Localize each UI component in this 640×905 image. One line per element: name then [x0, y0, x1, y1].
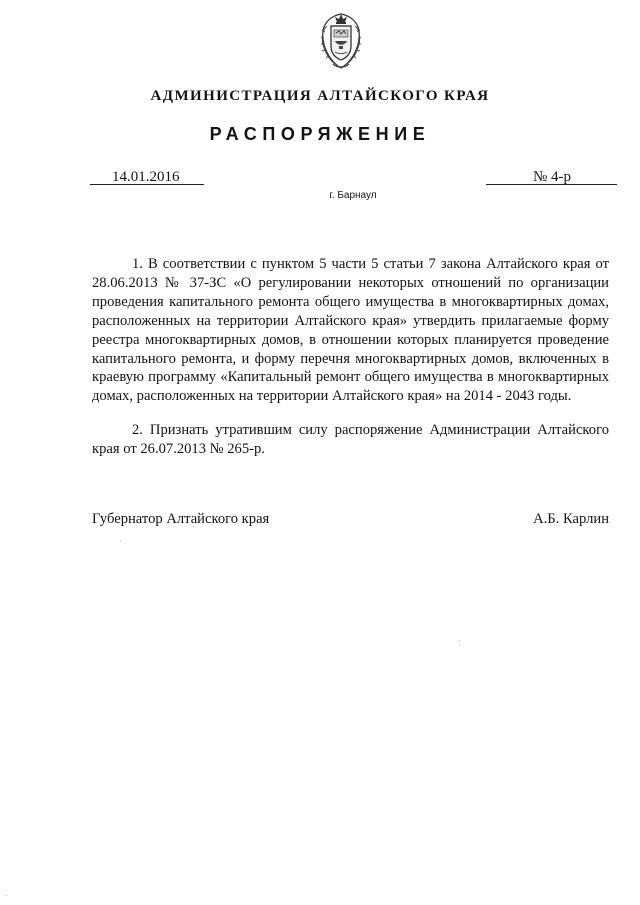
paragraph-1-text: 1. В соответствии с пунктом 5 части 5 статьи 7 закона Алтайского края от 28.06.2013 № 37-ЗС «О регулировании некоторых отношений по организации проведения капитального ремонта общего имущества в многоквартирных домах, расположенных на территории Алтайского края» утвердить прилагаемые форму реестра многоквартирных домов, в отношении которых планируется проведение капитального ремонта, и форму перечня многоквартирных домов, включенных в краевую программу «Капитальный ремонт общего имущества в многоквартирных домах, расположенных на территории Алтайского края» на 2014 - 2043 годы. [92, 256, 609, 405]
scan-speck [459, 640, 460, 641]
scan-speck [120, 540, 121, 541]
organization-name: АДМИНИСТРАЦИЯ АЛТАЙСКОГО КРАЯ [150, 88, 490, 104]
document-date: 14.01.2016 [112, 169, 180, 185]
scan-speck [6, 895, 7, 896]
document-type: РАСПОРЯЖЕНИЕ [209, 124, 431, 144]
paragraph-2-text: 2. Признать утратившим силу распоряжение Администрации Алтайского края от 26.07.2013 № 265-р. [92, 422, 609, 457]
document-number: № 4-р [533, 169, 572, 185]
signatory-title: Губернатор Алтайского края [92, 511, 270, 527]
signatory-name: А.Б. Карлин [533, 511, 609, 527]
city-name: г. Барнаул [329, 190, 377, 201]
body-paragraph-1 [92, 255, 609, 406]
body-paragraph-2 [92, 421, 609, 459]
coat-of-arms-icon [317, 10, 365, 74]
